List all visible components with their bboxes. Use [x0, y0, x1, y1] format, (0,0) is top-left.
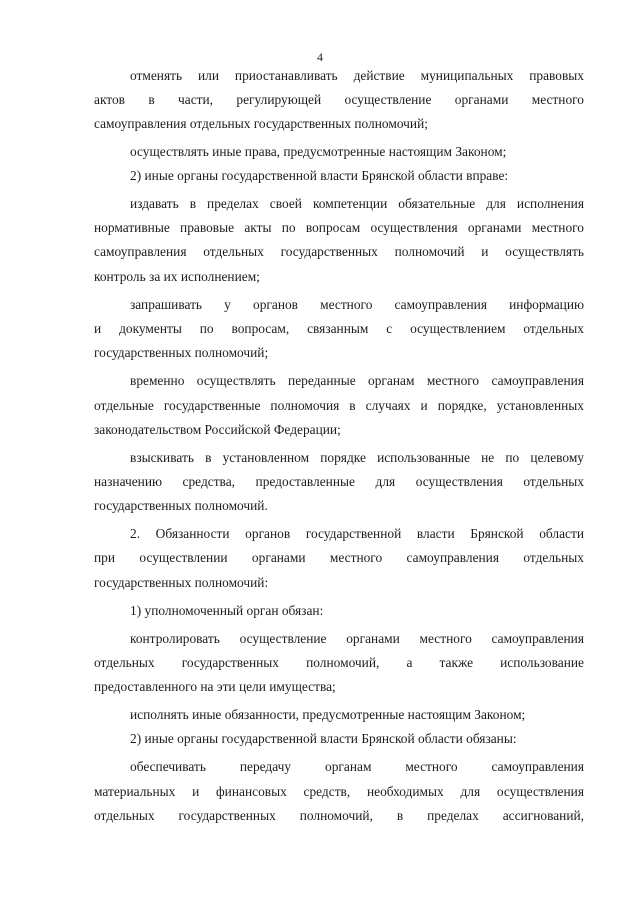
- text-line: контролировать осуществление органами местного самоуправления: [130, 631, 584, 646]
- text-line: государственных полномочий:: [94, 575, 269, 590]
- text-line: при осуществлении органами местного самоуправления отдельных: [94, 550, 584, 565]
- text-line: отменять или приостанавливать действие муниципальных правовых: [130, 68, 584, 83]
- text-line: государственных полномочий;: [94, 345, 269, 360]
- text-line: отдельные государственные полномочия в случаях и порядке, установленных: [94, 398, 584, 413]
- text-line: самоуправления отдельных государственных полномочий;: [94, 116, 428, 131]
- text-line: самоуправления отдельных государственных полномочий и осуществлять: [94, 244, 584, 259]
- text-line: государственных полномочий.: [94, 498, 268, 513]
- text-line: исполнять иные обязанности, предусмотренные настоящим Законом;: [130, 707, 526, 722]
- text-line: материальных и финансовых средств, необходимых для осуществления: [94, 784, 584, 799]
- text-line: осуществлять иные права, предусмотренные настоящим Законом;: [130, 144, 507, 159]
- text-line: актов в части, регулирующей осуществление органами местного: [94, 92, 584, 107]
- text-line: запрашивать у органов местного самоуправления информацию: [130, 297, 584, 312]
- text-line: отдельных государственных полномочий, а также использование: [94, 655, 584, 670]
- text-line: отдельных государственных полномочий, в пределах ассигнований,: [94, 808, 584, 823]
- text-line: временно осуществлять переданные органам местного самоуправления: [130, 373, 584, 388]
- text-line: 2. Обязанности органов государственной власти Брянской области: [130, 526, 584, 541]
- text-line: 1) уполномоченный орган обязан:: [130, 603, 324, 618]
- text-line: 2) иные органы государственной власти Брянской области вправе:: [130, 168, 509, 183]
- text-line: взыскивать в установленном порядке использованные не по целевому: [130, 450, 584, 465]
- text-line: предоставленного на эти цели имущества;: [94, 679, 336, 694]
- text-line: 2) иные органы государственной власти Брянской области обязаны:: [130, 731, 517, 746]
- text-line: законодательством Российской Федерации;: [94, 422, 341, 437]
- page-number: 4: [317, 50, 323, 64]
- text-line: назначению средства, предоставленные для осуществления отдельных: [94, 474, 584, 489]
- text-line: издавать в пределах своей компетенции обязательные для исполнения: [130, 196, 584, 211]
- text-line: обеспечивать передачу органам местного самоуправления: [130, 759, 584, 774]
- text-line: и документы по вопросам, связанным с осуществлением отдельных: [94, 321, 584, 336]
- text-line: контроль за их исполнением;: [94, 269, 260, 284]
- text-line: нормативные правовые акты по вопросам осуществления органами местного: [94, 220, 584, 235]
